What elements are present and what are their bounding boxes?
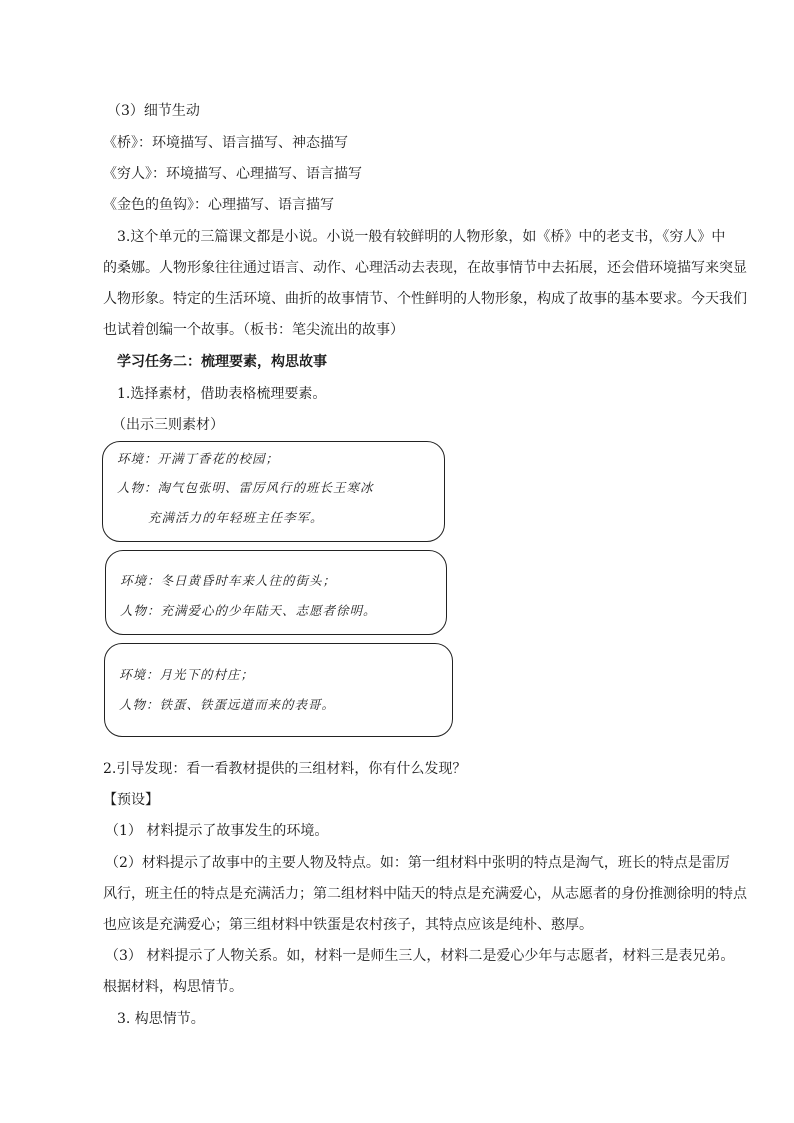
preset-item-2-line: （2）材料提示了故事中的主要人物及特点。如：第一组材料中张明的特点是淘气，班长的特点是雷厉 [105,855,730,871]
preset-label: 【预设】 [103,792,159,808]
material-characters: 人物：充满爱心的少年陆天、志愿者徐明。 [120,603,377,618]
step-plot-construction: 3. 构思情节。 [117,1011,205,1027]
text-poor-description: 《穷人》：环境描写、心理描写、语言描写 [103,166,362,182]
preset-item-3-line: 根据材料，构思情节。 [103,979,243,995]
step-select-materials: 1.选择素材，借助表格梳理要素。 [117,386,327,402]
paragraph-line: 人物形象。特定的生活环境、曲折的故事情节、个性鲜明的人物形象，构成了故事的基本要求。今天我们 [103,291,747,307]
material-characters: 人物：铁蛋、铁蛋远道而来的表哥。 [119,697,336,712]
text-hook-description: 《金色的鱼钩》：心理描写、语言描写 [103,197,334,213]
paragraph-line: 3.这个单元的三篇课文都是小说。小说一般有较鲜明的人物形象，如《桥》中的老支书，《穷人》中 [117,229,726,245]
task-title: 学习任务二：梳理要素，构思故事 [117,354,327,370]
preset-item-2-line: 也应该是充满爱心；第三组材料中铁蛋是农村孩子，其特点应该是纯朴、憨厚。 [103,917,593,933]
text-bridge-description: 《桥》：环境描写、语言描写、神态描写 [103,135,348,151]
material-environment: 环境：冬日黄昏时车来人往的街头； [120,573,337,588]
paragraph-line: 的桑娜。人物形象往往通过语言、动作、心理活动去表现，在故事情节中去拓展，还会借环境描写来突显 [103,260,747,276]
material-environment: 环境：月光下的村庄； [119,667,255,682]
section-heading-details: （3）细节生动 [107,103,200,119]
preset-item-1: （1） 材料提示了故事发生的环境。 [105,823,329,839]
preset-item-3-line: （3） 材料提示了人物关系。如，材料一是师生三人，材料二是爱心少年与志愿者，材料三是表兄弟。 [105,948,735,964]
preset-item-2-line: 风行，班主任的特点是充满活力；第二组材料中陆天的特点是充满爱心，从志愿者的身份推测徐明的特点 [103,886,747,902]
paragraph-line: 也试着创编一个故事。（板书：笔尖流出的故事） [103,322,404,338]
step-guide-discover: 2.引导发现：看一看教材提供的三组材料，你有什么发现？ [103,761,467,777]
material-characters-cont: 充满活力的年轻班主任李军。 [148,510,324,525]
material-box-1 [102,441,445,542]
show-materials-note: （出示三则素材） [112,417,224,433]
material-characters: 人物：淘气包张明、雷厉风行的班长王寒冰 [117,480,374,495]
material-box-2 [105,550,447,635]
material-environment: 环境：开满丁香花的校园； [117,451,280,466]
material-box-3 [104,643,453,737]
